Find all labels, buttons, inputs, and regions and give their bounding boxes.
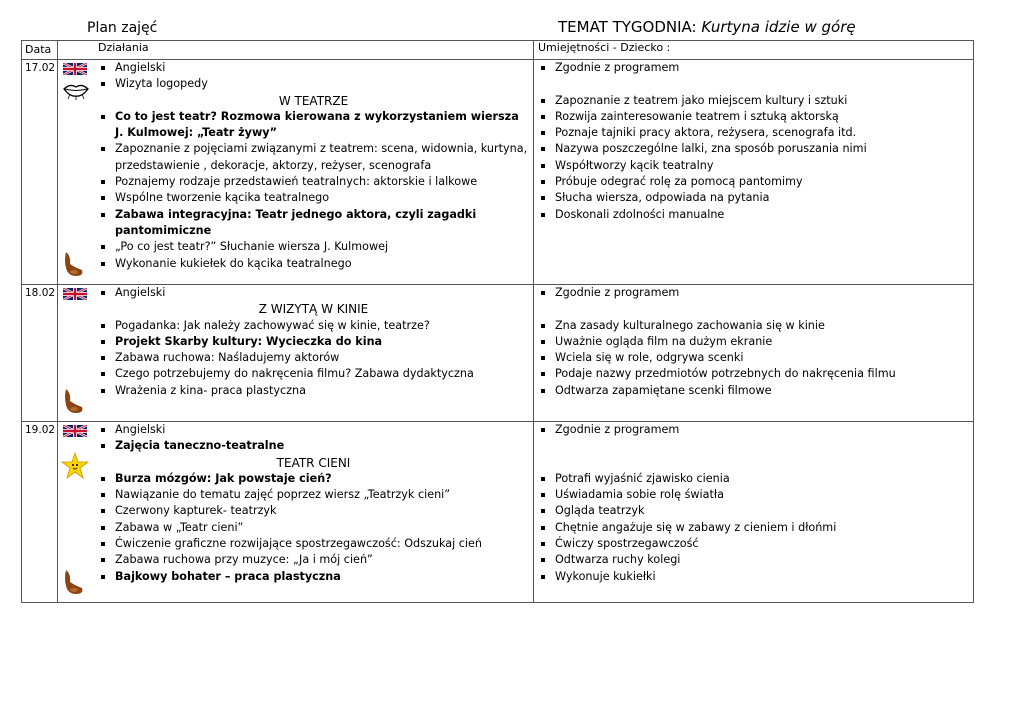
list-item: Odtwarza zapamiętane scenki filmowe — [538, 383, 969, 399]
list-item: Czerwony kapturek- teatrzyk — [98, 503, 529, 519]
table-row — [22, 60, 974, 285]
list-item: Zabawa ruchowa: Naśladujemy aktorów — [98, 350, 529, 366]
list-item: Poznaje tajniki pracy aktora, reżysera, scenografa itd. — [538, 125, 969, 141]
spacer-line — [538, 301, 969, 317]
list-item: Projekt Skarby kultury: Wycieczka do kina — [98, 334, 529, 350]
list-item: Wizyta logopedy — [98, 76, 529, 92]
list-item: Rozwija zainteresowanie teatrem i sztuką aktorską — [538, 109, 969, 125]
list-item: Zgodnie z programem — [538, 60, 969, 76]
plan-table — [21, 40, 974, 603]
uk-flag-icon — [63, 61, 87, 77]
header-skills: Umiejętności - Dziecko : — [534, 41, 974, 60]
header-date: Data — [22, 41, 58, 60]
list-item: Zapoznanie z teatrem jako miejscem kultury i sztuki — [538, 93, 969, 109]
list-item: Angielski — [98, 60, 529, 76]
list-item: Bajkowy bohater – praca plastyczna — [98, 569, 529, 585]
skills-cell — [534, 60, 974, 285]
week-topic-name: Kurtyna idzie w górę — [701, 18, 856, 36]
list-item: Wrażenia z kina- praca plastyczna — [98, 383, 529, 399]
uk-flag-icon — [63, 286, 87, 302]
list-item: Nazywa poszczególne lalki, zna sposób poruszania nimi — [538, 141, 969, 157]
list-item: Pogadanka: Jak należy zachowywać się w kinie, teatrze? — [98, 318, 529, 334]
plan-title: Plan zajęć — [87, 20, 158, 36]
paint-brush-icon — [62, 568, 86, 596]
list-item: Współtworzy kącik teatralny — [538, 158, 969, 174]
activities-cell — [58, 60, 534, 285]
list-item: Czego potrzebujemy do nakręcenia filmu? Zabawa dydaktyczna — [98, 366, 529, 382]
list-item: Poznajemy rodzaje przedstawień teatralnych: aktorskie i lalkowe — [98, 174, 529, 190]
activities-list — [98, 422, 529, 585]
list-item: Słucha wiersza, odpowiada na pytania — [538, 190, 969, 206]
skills-list — [538, 60, 969, 223]
uk-flag-icon — [63, 423, 87, 439]
list-item: Potrafi wyjaśnić zjawisko cienia — [538, 471, 969, 487]
list-item: Chętnie angażuje się w zabawy z cieniem i dłońmi — [538, 520, 969, 536]
section-heading: Z WIZYTĄ W KINIE — [258, 302, 369, 317]
list-item: Zabawa integracyjna: Teatr jednego aktora, czyli zagadki pantomimiczne — [98, 207, 529, 240]
activities-cell — [58, 285, 534, 422]
list-item: Ćwiczy spostrzegawczość — [538, 536, 969, 552]
list-item: Wciela się w role, odgrywa scenki — [538, 350, 969, 366]
list-item: Zabawa w „Teatr cieni” — [98, 520, 529, 536]
dancing-star-icon — [60, 452, 90, 480]
list-item: Ćwiczenie graficzne rozwijające spostrzegawczość: Odszukaj cień — [98, 536, 529, 552]
list-item: Ogląda teatrzyk — [538, 503, 969, 519]
list-item: Odtwarza ruchy kolegi — [538, 552, 969, 568]
skills-cell — [534, 285, 974, 422]
spacer-line — [538, 455, 969, 471]
list-item: „Po co jest teatr?” Słuchanie wiersza J. Kulmowej — [98, 239, 529, 255]
list-item: Zna zasady kulturalnego zachowania się w kinie — [538, 318, 969, 334]
table-row — [22, 422, 974, 603]
list-item: Wykonuje kukiełki — [538, 569, 969, 585]
section-heading: TEATR CIENI — [276, 455, 351, 470]
list-item: Nawiązanie do tematu zajęć poprzez wiersz „Teatrzyk cieni” — [98, 487, 529, 503]
list-item: Wspólne tworzenie kącika teatralnego — [98, 190, 529, 206]
paint-brush-icon — [62, 387, 86, 415]
date-cell: 19.02 — [22, 422, 58, 603]
spacer-line — [538, 76, 969, 92]
list-item: Zajęcia taneczno-teatralne — [98, 438, 529, 454]
list-item: Zabawa ruchowa przy muzyce: „Ja i mój cień” — [98, 552, 529, 568]
activities-list — [98, 285, 529, 399]
header-activities: Działania — [58, 41, 534, 60]
table-row — [22, 285, 974, 422]
skills-list — [538, 422, 969, 585]
list-item: Wykonanie kukiełek do kącika teatralnego — [98, 256, 529, 272]
skills-list — [538, 285, 969, 399]
list-item: Uważnie ogląda film na dużym ekranie — [538, 334, 969, 350]
list-item: Próbuje odegrać rolę za pomocą pantomimy — [538, 174, 969, 190]
activities-list — [98, 60, 529, 272]
list-item: Co to jest teatr? Rozmowa kierowana z wykorzystaniem wiersza J. Kulmowej: „Teatr żywy” — [98, 109, 529, 142]
activities-cell — [58, 422, 534, 603]
list-item: Burza mózgów: Jak powstaje cień? — [98, 471, 529, 487]
date-cell: 17.02 — [22, 60, 58, 285]
section-heading: W TEATRZE — [278, 93, 349, 108]
lips-icon — [62, 80, 90, 100]
spacer-line — [538, 438, 969, 454]
week-topic-prefix: TEMAT TYGODNIA: — [558, 18, 697, 36]
list-item: Podaje nazwy przedmiotów potrzebnych do nakręcenia filmu — [538, 366, 969, 382]
list-item: Uświadamia sobie rolę światła — [538, 487, 969, 503]
list-item: Doskonali zdolności manualne — [538, 207, 969, 223]
skills-cell — [534, 422, 974, 603]
date-cell: 18.02 — [22, 285, 58, 422]
table-header-row — [22, 41, 974, 60]
paint-brush-icon — [62, 250, 86, 278]
week-topic-heading — [558, 18, 856, 36]
list-item: Zapoznanie z pojęciami związanymi z teatrem: scena, widownia, kurtyna, przedstawienie , dekoracje, aktorzy, reżyser, scenografa — [98, 141, 529, 174]
list-item: Angielski — [98, 285, 529, 301]
list-item: Zgodnie z programem — [538, 422, 969, 438]
list-item: Zgodnie z programem — [538, 285, 969, 301]
list-item: Angielski — [98, 422, 529, 438]
